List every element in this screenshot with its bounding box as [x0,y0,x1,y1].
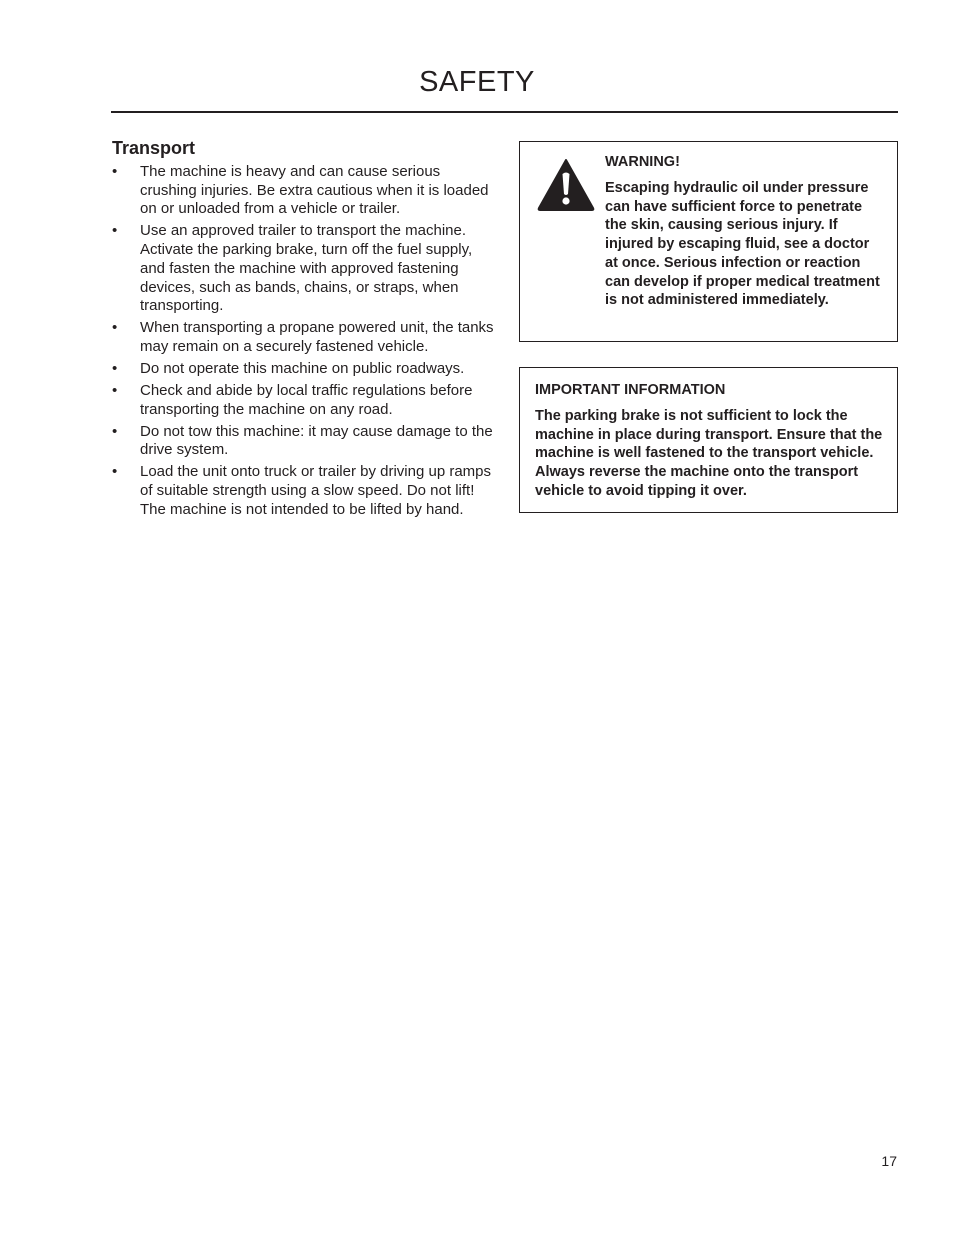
title-divider [111,111,898,113]
warning-box [519,141,898,342]
list-item-text: Do not operate this machine on public roadways. [140,359,465,377]
important-heading: IMPORTANT INFORMATION [535,382,726,398]
section-heading: Transport [112,138,196,158]
list-item [112,360,494,379]
bullet-icon: • [112,463,118,481]
warning-body: Escaping hydraulic oil under pressure can have sufficient force to penetrate the skin, causing serious injury. If injured by escaping fluid, see a doctor at once. Serious infection or reaction can develop if proper medical treatment is not administered immediately. [605,180,880,309]
list-item [112,163,494,219]
list-item [112,423,494,460]
list-item-text: When transporting a propane powered unit, the tanks may remain on a securely fastened vehicle. [140,319,494,355]
warning-heading: WARNING! [605,154,680,170]
important-information-box [519,367,898,513]
list-item [112,463,494,519]
page-title: SAFETY [419,66,535,98]
bullet-icon: • [112,163,118,180]
list-item-text: Do not tow this machine: it may cause damage to the drive system. [140,422,493,459]
bullet-icon: • [112,222,118,240]
bullet-icon: • [112,422,118,440]
list-item-text: Load the unit onto truck or trailer by driving up ramps of suitable strength using a slow speed. Do not lift! The machine is not intended to be lifted by hand. [140,463,492,518]
important-body: The parking brake is not sufficient to lock the machine in place during transport. Ensure that the machine is well fastened to the transport vehicle. Always reverse the machine onto the transport vehicle to avoid tipping it over. [535,408,883,499]
list-item-text: Check and abide by local traffic regulations before transporting the machine on any road. [140,381,473,418]
warning-content [605,153,885,310]
list-item [112,382,494,419]
list-item-text: The machine is heavy and can cause serious crushing injuries. Be extra cautious when it is loaded on or unloaded from a vehicle or trailer. [140,163,489,218]
bullet-icon: • [112,359,118,377]
important-content [535,381,890,501]
warning-triangle-icon [537,158,595,212]
list-item [112,319,494,356]
list-item [112,222,494,316]
list-item-text: Use an approved trailer to transport the machine. Activate the parking brake, turn off the fuel supply, and fasten the machine with approved fastening devices, such as bands, chains, or straps, when transporting. [140,222,473,315]
transport-bullet-list [112,163,494,519]
bullet-icon: • [112,319,118,337]
bullet-icon: • [112,381,118,399]
transport-section [112,137,494,523]
page-number: 17 [881,1153,897,1169]
